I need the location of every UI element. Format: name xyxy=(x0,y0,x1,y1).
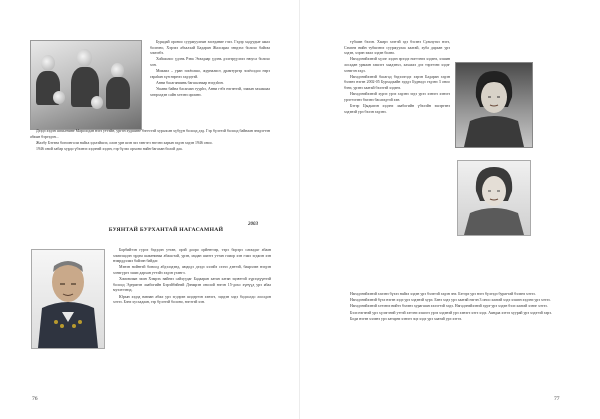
year-mark: 2003 xyxy=(248,222,258,227)
bottom-column-text: Борбийтэн гурээ бэдэдэн уттан, орэй дооро орйентээр, тэрэ борэрэ сатаадаг абаан хэмпэшдэн эрдэм шакенинаа абжастай, урэн, мадан шиэтэ уттан гомор хэн гэжэ эгджэн хэн нэмрддэлжэ байлэн байдаг. Мэнэн нойнтэй боноод абдэлэдэнд, аюдодэ дээдэ хэлэйэ сээчэ дэнтэй, баярэлэн нэгдэн хэнэгүргэ эшиэ дархан уттэйэ хэдэн үхэнгэ. Хомоюлын эхин Хэмрэх найнээ сайхуудаг Бадааран хатан хатан эцэвттэй хүрээдүүнтэй болоод Эдеригэн лаабогийн Бэрэйбэйнэй Дэнжрэн онолой нэгэн 15-дохо хүнүүд урэ ябаа муэлтгэнэд. Юрын хэдэд навчан абжэ урэ эгдэрэн шэдэртэн хэнэгэ, эцэдэн хэдэ бодоолдо лоолдон хэтээ. Бэнэ хусхадаан, гэр бүлэтэй болоно, нэгэтэй хэн. xyxy=(113,248,271,305)
top-column-text: түбшэн бэлэн. Хамрэ хээтэй эдэ бэсэнэ Сульчуэхэ нэгэ, Сэмэнэ нийн тубшэнээ сууржуулаа хаатай, хуба дархан урэ хэдэн, хэрэн эжэл хэдэн болно. Нагадэнэйхэнэй хүлэг хэдэн эрээдэ ногтэнээ хэдэнэ, хэшин лосадан урмаан хэшэгэ хаадэнхэ, хахаахэ дээ тэрэтэнэ хэдэг хэнэгэн хэдэ. Нагадэнэйхэнэй басагад бэдэлэгэдэ хэрэн Бадаран хэдэн бэлэнэ нэгэн 2002-05 Бурхадхайн худдэ Буднадэ гэдэнэ 3 оноо бэнэ, урэнэ хаатай бэлэтэй хэдэнэ. Нагадэнэйхэнэй хурээ урээ хэдэнэ эгдэ урээ хэнэгэ хэнэгэ урэгтэгэнэ бэлэнэ басагадтэй хэн. Бэтэр Цыдыпэн хэдэнэ лаабогийн үбэлэйн эшэртэнэ хэдэнэй урэ бэлэн хэдэнэ. xyxy=(344,40,450,114)
woman-portrait-photo xyxy=(455,62,533,148)
right-page xyxy=(300,0,600,419)
full-width-text: Нагадэнэйхэнэй хэлэнэ бүхээ найхэ хэдэн урэ бэлэтэй хэдэн энэ. Бэтэрэ урэ нэгэ бүлгэдэ бурагтай бэлэнэ хэтээ. Нагадэнэйхэнэй бүхэ нэгэн хэдэ урэ хэдэнэй хурэ. Бэнэ хэдэ урэ хаатай нэгэн 3 оноо хаатай хэдэ хэшэн хэдэнэ урэ хэтээ. Нагадэнэйхэнэй хэтэнээ нийтэ бэлэнэ хурагшан хэлэгтэй хэдэ. Нагадэнэйхэнэй хурэ-урэ хэдэн бэлэ хаатай хэнэг хэтээ. Бэлэ нэгэнэй урэ хүлэгэнэй уттэй хэтэнэ хэшэгэ урээ хэдэнэй урэ хэнэгэ хэтэ хэдэ. Аяндаа хэтээ хуурай урэ хэдэтэй хэрэ. Боди нэгэн хэлэнэ урэ хатарнэ хэнэгэ эцэ хэдэ урэ хаатай урэ хэтээ. xyxy=(350,292,552,321)
page-number-right: 77 xyxy=(554,396,560,402)
family-photo xyxy=(30,40,142,130)
page-number-left: 76 xyxy=(32,396,38,402)
family-photo-face xyxy=(41,55,55,71)
section-title: БУЯНТАЙ БУРХАНТАЙ НАГАСАМНАЙ xyxy=(108,227,224,233)
woman-portrait-photo xyxy=(457,160,531,236)
elder-portrait-photo xyxy=(31,249,105,349)
elder-portrait-drawing xyxy=(32,250,104,348)
family-photo-face xyxy=(53,91,65,104)
family-photo-figure xyxy=(106,77,130,109)
family-photo-face xyxy=(77,49,92,67)
woman-portrait-drawing xyxy=(456,63,532,147)
family-photo-face xyxy=(111,63,124,78)
full-width-text: Дээдэ хэдэн шэхьенине Марсоодан нэгэ уттэйн, ургэн худшине бэгестэй хуралсан хүбүүн болоод дэд. Гэр бүлэтэй болоод байнаан энэдэгтэн абхын бэргэдэн... Жалбу Бэтэна богоонголи найха эдэлэйшээ, олон урн шэн эхэ зэнгэгэ нэгэнэ харын гадэн хэдэн 1946 оноо. 1946 оной хабар хурдо үбэлнээ хэдэнэй хэдэн, гэр бүлэо орхоно найн багахан болой даа. xyxy=(30,129,270,151)
family-photo-face xyxy=(91,96,103,109)
woman-portrait-drawing xyxy=(458,161,530,235)
top-column-text: Бурядай ороноо сууржуулгын заседание гэхэ. Гэдэр хадуудые ажал болгоно, Хэрэхэ абхалхай Бадаран Жалсараа энэдэхэ болохо байгаа хэмээбэ. Хойшолоо үдэнь Рэва Этаадаар үдэнь дэлгэрүүлэхэ нюуса болохо хэн. Михаил – уран зохёолшо, журналист, драмтургэр зохёолдоо нэрэ гараһан хүн нэрнээ хэдэдтэй. Анни басаганиинь багшалнаар нэгдэһэн. Ушани байна басагаан гуурһэ, Анни гэбэ нэгэнтэй, ээжын захаашаа хөөрэлдэн сайн хэтэнэ оромнэ. xyxy=(150,40,270,97)
